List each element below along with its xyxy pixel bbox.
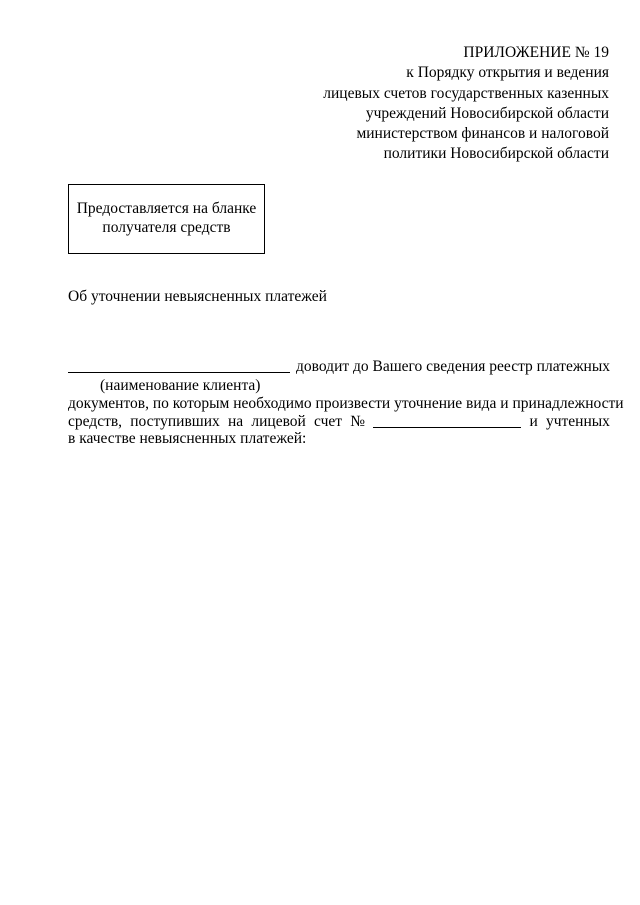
body-word: и <box>529 413 538 430</box>
appendix-line: учреждений Новосибирской области <box>365 104 609 122</box>
letterhead-box-text: Предоставляется на бланке получателя средств <box>76 199 257 236</box>
letterhead-box <box>68 184 265 254</box>
client-name-blank[interactable] <box>68 358 290 373</box>
body-word: поступивших <box>130 413 220 430</box>
body-row-1 <box>68 356 610 377</box>
body-word: лицевой <box>251 413 306 430</box>
account-number-blank[interactable] <box>373 413 521 428</box>
body-text: доводит до Вашего сведения реестр платежных <box>296 358 610 375</box>
body-row-3: документов, по которым необходимо произвести уточнение вида и принадлежности <box>68 395 624 412</box>
body-word: № <box>350 413 366 430</box>
body-word: на <box>227 413 244 430</box>
body-row-5: в качестве невыясненных платежей: <box>68 430 307 447</box>
appendix-line: к Порядку открытия и ведения <box>406 64 609 82</box>
appendix-title: ПРИЛОЖЕНИЕ № 19 <box>463 44 609 61</box>
appendix-header <box>249 43 609 165</box>
body-word: учтенных <box>545 413 610 430</box>
client-name-caption: (наименование клиента) <box>100 377 261 394</box>
subject-line: Об уточнении невыясненных платежей <box>68 288 327 305</box>
appendix-line: политики Новосибирской области <box>383 145 609 163</box>
appendix-line: министерством финансов и налоговой <box>356 125 609 143</box>
appendix-line: лицевых счетов государственных казенных <box>323 84 609 102</box>
body-word: счет <box>314 413 343 430</box>
body-word: средств, <box>68 413 123 430</box>
